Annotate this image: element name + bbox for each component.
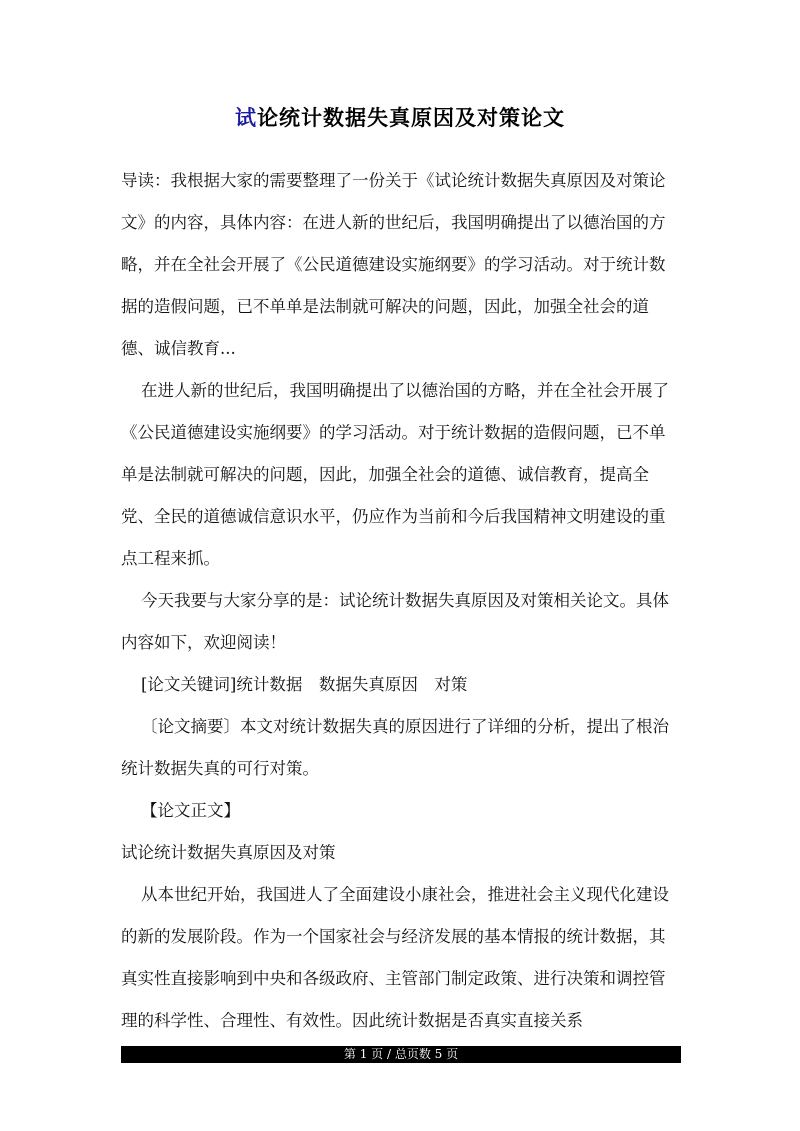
paragraph-intro: 导读：我根据大家的需要整理了一份关于《试论统计数据失真原因及对策论文》的内容，具体内容：在进人新的世纪后，我国明确提出了以德治国的方略，并在全社会开展了《公民道德建设实施纲要》的学习活动。对于统计数据的造假问题，已不单单是法制就可解决的问题，因此，加强全社会的道德、诚信教育... [121, 171, 666, 358]
document-title [0, 103, 800, 133]
title-accent-char: 试 [235, 105, 257, 130]
article-subtitle: 试论统计数据失真原因及对策 [121, 843, 336, 862]
title-text: 论统计数据失真原因及对策论文 [257, 105, 565, 130]
page-footer: 第 1 页 / 总页数 5 页 [121, 1046, 681, 1063]
abstract-paragraph: 〔论文摘要〕本文对统计数据失真的原因进行了详细的分析，提出了根治统计数据失真的可行对策。 [121, 717, 669, 778]
section-heading: 【论文正文】 [141, 801, 240, 820]
paragraph: 从本世纪开始，我国进人了全面建设小康社会，推进社会主义现代化建设的新的发展阶段。作为一个国家社会与经济发展的基本情报的统计数据，其真实性直接影响到中央和各级政府、主管部门制定政策、进行决策和调控管理的科学性、合理性、有效性。因此统计数据是否真实直接关系 [121, 885, 669, 1030]
document-body [121, 160, 681, 1042]
keywords-line: [论文关键词]统计数据 数据失真原因 对策 [141, 675, 468, 694]
paragraph: 今天我要与大家分享的是：试论统计数据失真原因及对策相关论文。具体内容如下，欢迎阅读！ [121, 591, 669, 652]
paragraph: 在进人新的世纪后，我国明确提出了以德治国的方略，并在全社会开展了《公民道德建设实施纲要》的学习活动。对于统计数据的造假问题，已不单单是法制就可解决的问题，因此，加强全社会的道德、诚信教育，提高全党、全民的道德诚信意识水平，仍应作为当前和今后我国精神文明建设的重点工程来抓。 [121, 381, 669, 568]
